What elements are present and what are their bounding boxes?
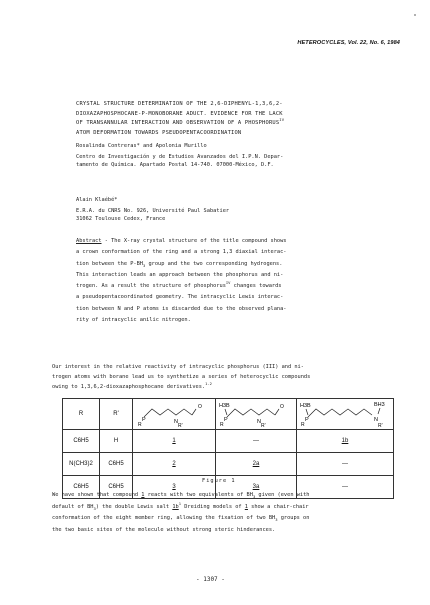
structure-p-borane bbox=[216, 399, 297, 430]
ring-structure-icon bbox=[298, 399, 392, 427]
body-text: reacts with two equivalents of BH bbox=[144, 492, 253, 498]
cell-r: C6H5 bbox=[63, 430, 100, 453]
title-line bbox=[76, 119, 416, 129]
header-r-prime: R' bbox=[100, 399, 133, 430]
abstract-line bbox=[76, 281, 406, 292]
cell-r-prime: H bbox=[100, 430, 133, 453]
abstract-text: changes towards bbox=[230, 283, 282, 290]
abstract bbox=[76, 236, 406, 326]
article-title bbox=[76, 100, 416, 138]
body-text: ) the double Lewis salt bbox=[95, 503, 173, 510]
journal-header: HETEROCYCLES, Vol. 22, No. 6, 1984 bbox=[297, 40, 400, 46]
superscript: IV bbox=[225, 280, 231, 286]
body-text: We have shown that compound bbox=[52, 492, 142, 498]
body-text: owing to 1,3,6,2-dioxazaphosphocane derivatives. bbox=[52, 384, 206, 390]
abstract-line: tion between N and P atoms is discarded due to the observed plana- bbox=[76, 305, 287, 312]
atom-p: P bbox=[142, 417, 146, 423]
superscript: IV bbox=[279, 117, 285, 123]
atom-p: P bbox=[305, 417, 309, 423]
body-line bbox=[52, 513, 412, 525]
speck bbox=[414, 14, 416, 16]
body-line bbox=[52, 502, 412, 514]
cell-compound: 1b bbox=[297, 430, 394, 453]
table-header-row bbox=[63, 399, 394, 430]
body-line bbox=[52, 382, 412, 392]
body-line: the two basic sites of the molecule without strong steric hinderances. bbox=[52, 526, 276, 533]
author-block-1 bbox=[76, 142, 406, 170]
ring-structure-icon bbox=[134, 399, 214, 427]
superscript: 1 bbox=[178, 500, 181, 506]
title-text: OF TRANSANNULAR INTERACTION AND OBSERVATION OF A PHOSPHORUS bbox=[76, 120, 280, 126]
cell-compound: — bbox=[216, 430, 297, 453]
title-line: DIOXAZAPHOSPHOCANE-P-MONOBORANE ADUCT. EVIDENCE FOR THE LACK bbox=[76, 110, 283, 117]
atom-bh3: BH3 bbox=[374, 402, 385, 408]
structure-bis-borane bbox=[297, 399, 394, 430]
body-text: default of BH bbox=[52, 503, 94, 510]
atom-r: R bbox=[220, 422, 224, 427]
subscript: 3 bbox=[93, 505, 96, 511]
compound-ref: 1 bbox=[244, 503, 248, 510]
abstract-line: This interaction leads an approach between the phosphorus and ni- bbox=[76, 271, 284, 278]
body-line: Our interest in the relative reactivity of intracyclic phosphorus (III) and ni- bbox=[52, 364, 304, 370]
atom-r-prime: R' bbox=[378, 423, 383, 427]
abstract-text: group and the two corresponding hydrogens. bbox=[145, 260, 283, 267]
body-line bbox=[52, 490, 412, 502]
table-row bbox=[63, 430, 394, 453]
atom-o: O bbox=[198, 404, 202, 410]
body-text: Dreiding models of bbox=[181, 503, 245, 510]
affiliation-line: tamento de Química. Apartado Postal 14-740. 07000-México, D.F. bbox=[76, 162, 274, 169]
abstract-line bbox=[76, 236, 406, 247]
cell-r: N(CH3)2 bbox=[63, 453, 100, 476]
compound-ref: 1 bbox=[141, 492, 145, 498]
structure-free-ring bbox=[133, 399, 216, 430]
atom-n: N bbox=[174, 419, 178, 425]
compound-ref: 1b bbox=[172, 503, 179, 510]
atom-r: R bbox=[138, 422, 142, 427]
atom-h3b: H3B bbox=[300, 403, 311, 409]
cell-r-prime: C6H5 bbox=[100, 476, 133, 499]
affiliation-line: E.R.A. du CNRS No. 926, Université Paul Sabatier bbox=[76, 208, 230, 215]
affiliation-line: Centro de Investigación y de Estudios Avanzados del I.P.N. Depar- bbox=[76, 154, 284, 161]
abstract-line: rity of intracyclic anilic nitrogen. bbox=[76, 317, 191, 324]
cell-compound: 2 bbox=[133, 453, 216, 476]
abstract-text: - The X-ray crystal structure of the title compound shows bbox=[101, 238, 287, 244]
atom-r: R bbox=[301, 422, 305, 427]
cell-compound: 2a bbox=[216, 453, 297, 476]
figure-caption: Figure 1 bbox=[202, 478, 236, 484]
cell-r-prime: C6H5 bbox=[100, 453, 133, 476]
page-number: - 1307 - bbox=[196, 576, 225, 583]
author-block-2 bbox=[76, 196, 406, 224]
body-line: trogen atoms with borane lead us to synthetize a series of heterocyclic compounds bbox=[52, 374, 311, 380]
abstract-text: trogen. As a result the structure of phosphorus bbox=[76, 283, 226, 290]
author-names: Alain Klaébé* bbox=[76, 197, 118, 203]
atom-r-prime: R' bbox=[261, 423, 266, 427]
abstract-label: Abstract bbox=[76, 238, 102, 244]
cell-r: C6H5 bbox=[63, 476, 100, 499]
atom-n: N bbox=[374, 417, 378, 423]
abstract-line: a crown conformation of the ring and a strong 1,3 diaxial interac- bbox=[76, 249, 287, 256]
body-text: show a chair-chair bbox=[247, 503, 309, 510]
header-r: R bbox=[63, 399, 100, 430]
abstract-line: a pseudopentacoordinated geometry. The intracyclic Lewis interac- bbox=[76, 294, 284, 301]
cell-compound: — bbox=[297, 476, 394, 499]
title-line: ATOM DEFORMATION TOWARDS PSEUDOPENTACOORDINATION bbox=[76, 129, 242, 136]
intro-paragraph bbox=[52, 362, 412, 392]
cell-compound: 3a bbox=[216, 476, 297, 499]
atom-h3b: H3B bbox=[219, 403, 230, 409]
body-text: groups on bbox=[277, 515, 310, 521]
closing-paragraph bbox=[52, 490, 412, 536]
subscript: 3 bbox=[275, 517, 278, 523]
cell-compound: 3 bbox=[133, 476, 216, 499]
cell-compound: 1 bbox=[133, 430, 216, 453]
title-line: CRYSTAL STRUCTURE DETERMINATION OF THE 2,6-DIPHENYL-1,3,6,2- bbox=[76, 101, 283, 107]
cell-compound: — bbox=[297, 453, 394, 476]
abstract-text: tion between the P-BH bbox=[76, 260, 143, 267]
ring-structure-icon bbox=[217, 399, 295, 427]
author-names: Rosalinda Contreras* and Apolonia Murillo bbox=[76, 143, 207, 149]
affiliation-line: 31062 Toulouse Cedex, France bbox=[76, 216, 166, 223]
atom-o: O bbox=[280, 404, 284, 410]
table-row bbox=[63, 453, 394, 476]
subscript: 3 bbox=[252, 494, 256, 500]
subscript: 3 bbox=[142, 262, 146, 268]
body-text: given (even with bbox=[255, 492, 310, 498]
superscript: 1-2 bbox=[205, 381, 212, 387]
atom-r-prime: R' bbox=[178, 423, 183, 427]
atom-p: P bbox=[224, 417, 228, 423]
abstract-line bbox=[76, 259, 406, 270]
body-text: conformation of the eight member ring, allowing the fixation of two BH bbox=[52, 515, 276, 521]
atom-n: N bbox=[257, 419, 261, 425]
